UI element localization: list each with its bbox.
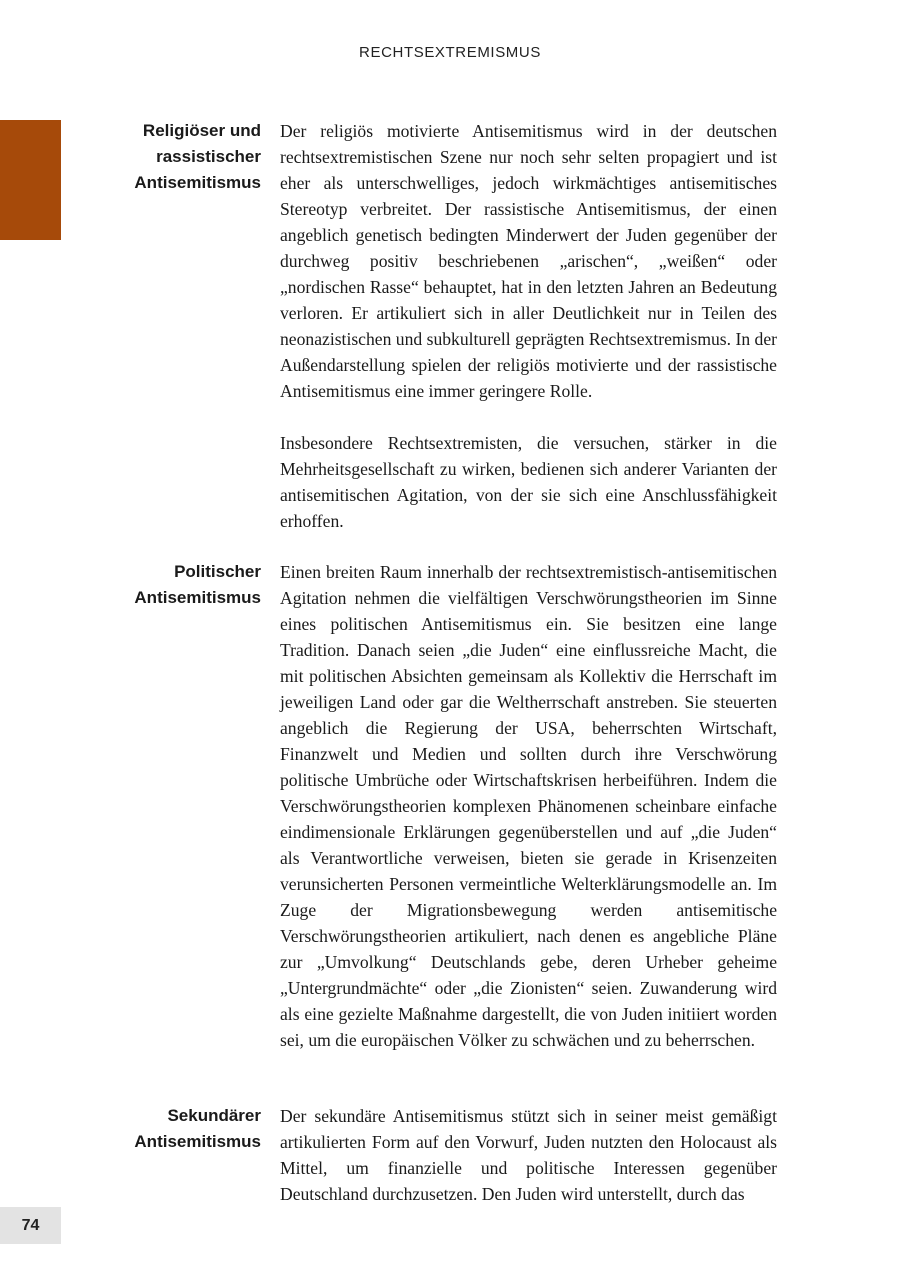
section-label-line: Religiöser und: [142, 121, 261, 140]
section-label-line: rassistischer: [156, 147, 261, 166]
section-label-line: Sekundärer: [167, 1106, 261, 1125]
page-number: 74: [0, 1207, 61, 1244]
section-body: [280, 118, 777, 534]
paragraph: Einen breiten Raum innerhalb der rechtsextremistisch-antisemitischen Agitation nehmen die vielfältigen Verschwörungstheorien im Sinne eines politischen Antisemitismus ein. Sie besitzen eine lange Tradition. Danach seien „die Juden“ eine einflussreiche Macht, die mit politischen Absichten gemeinsam als Kollektiv die Herrschaft im jeweiligen Land oder gar die Weltherrschaft anstreben. Sie steuerten angeblich die Regierung der USA, beherrschten Wirtschaft, Finanzwelt und Medien und sollten durch ihre Verschwörung politische Umbrüche oder Wirtschaftskrisen herbeiführen. Indem die Verschwörungstheorien komplexen Phänomenen scheinbare einfache eindimensionale Erklärungen gegenüberstellen und auf „die Juden“ als Verantwortliche verweisen, bieten sie gerade in Krisenzeiten verunsicherten Personen vermeintliche Welterklärungsmodelle an. Im Zuge der Migrationsbewegung werden antisemitische Verschwörungstheorien artikuliert, nach denen es angebliche Pläne zur „Umvolkung“ Deutschlands gebe, deren Urheber geheime „Untergrundmächte“ oder „die Zionisten“ seien. Zuwanderung wird als eine gezielte Maßnahme dargestellt, die von Juden initiiert worden sei, um die europäischen Völker zu schwächen und zu beherrschen.: [280, 562, 777, 1050]
section-label-line: Antisemitismus: [134, 588, 261, 607]
section-label: [81, 559, 261, 611]
section-label: [81, 1103, 261, 1155]
paragraph: Der religiös motivierte Antisemitismus wird in der deutschen rechtsextremistischen Szene nur noch sehr selten propagiert und ist eher als unterschwelliges, jedoch wirkmächtiges antisemitisches Stereotyp verbreitet. Der rassistische Antisemitismus, der einen angeblich genetisch bedingten Minderwert der Juden gegenüber der durchweg positiv beschriebenen „arischen“, „weißen“ oder „nordischen Rasse“ behauptet, hat in den letzten Jahren an Bedeutung verloren. Er artikuliert sich in aller Deutlichkeit nur in Teilen des neonazistischen und subkulturell geprägten Rechtsextremismus. In der Außendarstellung spielen der religiös motivierte und der rassistische Antisemitismus eine immer geringere Rolle.: [280, 121, 777, 401]
paragraph: Insbesondere Rechtsextremisten, die versuchen, stärker in die Mehrheitsgesellschaft zu wirken, bedienen sich anderer Varianten der antisemitischen Agitation, von der sie sich eine Anschlussfähigkeit erhoffen.: [280, 433, 777, 531]
section-label-line: Antisemitismus: [134, 1132, 261, 1151]
section-label-line: Politischer: [174, 562, 261, 581]
section-label-line: Antisemitismus: [134, 173, 261, 192]
paragraph: Der sekundäre Antisemitismus stützt sich in seiner meist gemäßigt artikulierten Form auf den Vorwurf, Juden nutzten den Holocaust als Mittel, um finanzielle und politische Interessen gegenüber Deutschland durchzusetzen. Den Juden wird unterstellt, durch das: [280, 1106, 777, 1204]
section-label: [81, 118, 261, 196]
chapter-color-tab: [0, 120, 61, 240]
section-body: [280, 1103, 777, 1207]
section-body: [280, 559, 777, 1053]
running-header: RECHTSEXTREMISMUS: [359, 44, 541, 61]
